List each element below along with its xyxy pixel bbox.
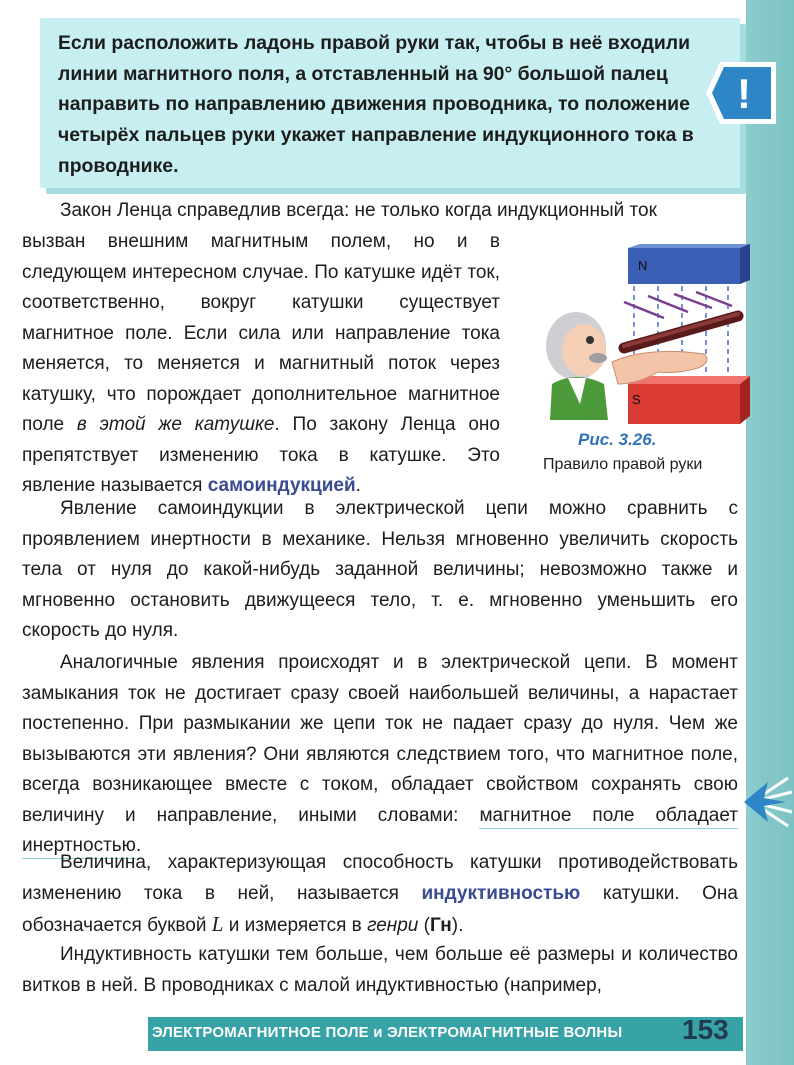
emphasis-same-coil: в этой же катушке bbox=[76, 414, 275, 435]
paragraph-1-text-a: вызван внешним магнитным полем, но и в следующем интересном случае. По катушке идёт ток, соответственно, вокруг катушки существует магнитное поле. Если сила или направление тока меняется, то меняется и магнитный поток через катушку, что порождает дополнительное магнитное поле bbox=[22, 231, 500, 435]
figure-number: Рис. 3.26. bbox=[578, 430, 657, 449]
highlight-magnetic-inertia: магнитное поле обладает инертностью bbox=[22, 805, 738, 860]
paragraph-4-end: ). bbox=[451, 915, 464, 936]
exclamation-icon bbox=[706, 62, 776, 124]
paragraph-4 bbox=[22, 848, 738, 942]
paragraph-3-text: Аналогичные явления происходят и в электрической цепи. В момент замыкания ток не достигает сразу своей наибольшей величины, а нарастает постепенно. При размыкании же цепи ток не падает сразу до нуля. Чем же вызываются эти явления? Они являются следствием того, что магнитное поле, всегда возникающее вместе с током, обладает свойством сохранять свою величину и направление, иными словами: bbox=[22, 652, 738, 826]
unit-henry: генри bbox=[367, 915, 419, 936]
paragraph-4-text-b: катушки. Она обозначается буквой bbox=[22, 882, 738, 936]
paragraph-4-text-d: ( bbox=[418, 915, 430, 936]
exclamation-mark: ! bbox=[737, 70, 751, 117]
term-self-induction: самоиндукцией bbox=[207, 475, 356, 496]
paragraph-4-text-a: Величина, характеризующая способность катушки противодействовать изменению тока в ней, называется bbox=[22, 852, 738, 904]
paragraph-5: Индуктивность катушки тем больше, чем больше её размеры и количество витков в ней. В проводниках с малой индуктивностью (например, bbox=[22, 944, 738, 996]
pole-n-label: N bbox=[638, 258, 648, 273]
paragraph-2: Явление самоиндукции в электрической цепи можно сравнить с проявлением инертности в механике. Нельзя мгновенно увеличить скорость тела от нуля до какой-нибудь заданной величины; невозможно также и мгновенно остановить движущееся тело, т. е. мгновенно уменьшить его скорость до нуля. bbox=[22, 498, 738, 641]
paragraph-3 bbox=[22, 648, 738, 862]
paragraph-1-end: . bbox=[355, 475, 361, 496]
paragraph-1-first-line: Закон Ленца справедлив всегда: не только когда индукционный ток bbox=[60, 200, 657, 221]
paragraph-4-text-c: и измеряется в bbox=[223, 915, 368, 936]
arrow-marker-icon bbox=[742, 770, 794, 834]
symbol-L: L bbox=[211, 912, 224, 936]
page-number: 153 bbox=[682, 1014, 729, 1045]
paragraph-1-wrap bbox=[22, 227, 500, 502]
margin-strip bbox=[746, 0, 794, 1065]
right-hand-rule-figure bbox=[528, 244, 750, 440]
paragraph-1-text-b: . По закону Ленца оно препятствует изменению тока в катушке. Это явление называется bbox=[22, 414, 500, 496]
footer-section-title: ЭЛЕКТРОМАГНИТНОЕ ПОЛЕ и ЭЛЕКТРОМАГНИТНЫЕ ВОЛНЫ bbox=[152, 1024, 623, 1041]
pole-s-label: S bbox=[632, 392, 641, 407]
figure-caption: Правило правой руки bbox=[543, 456, 703, 473]
paragraph-3-end: . bbox=[135, 835, 142, 856]
rule-text: Если расположить ладонь правой руки так, чтобы в неё входили линии магнитного поля, а отставленный на 90° большой палец направить по направлению движения проводника, то положение четырёх пальцев руки укажет направление индукционного тока в проводнике. bbox=[58, 32, 694, 177]
unit-symbol: Гн bbox=[430, 915, 452, 936]
term-inductance: индуктивностью bbox=[421, 882, 581, 904]
